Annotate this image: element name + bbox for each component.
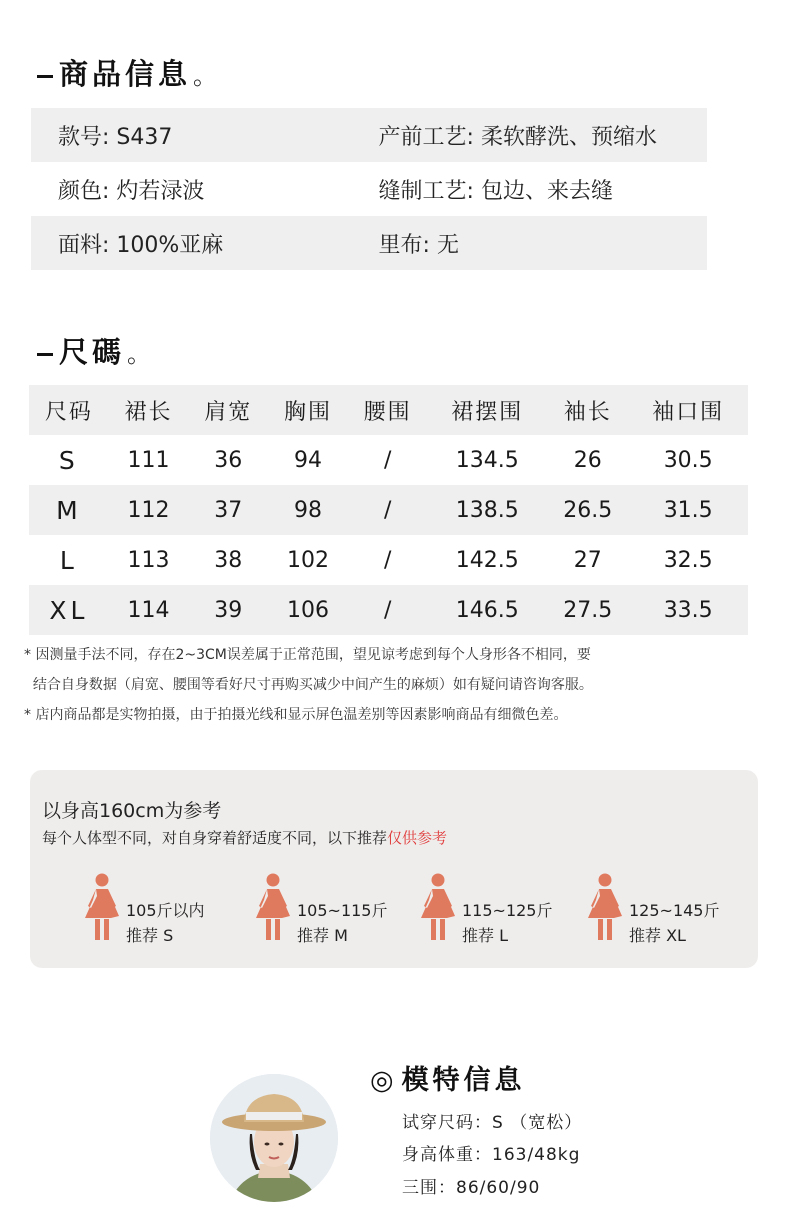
table-cell: 39 — [188, 585, 268, 635]
table-cell: 138.5 — [428, 485, 548, 535]
header-shoulder: 肩宽 — [188, 385, 268, 435]
woman-figure-icon — [253, 872, 293, 942]
table-cell: M — [29, 485, 109, 535]
header-size: 尺码 — [29, 385, 109, 435]
table-cell: 33.5 — [628, 585, 748, 635]
size-header-row — [29, 385, 748, 435]
info-color: 颜色: 灼若渌波 — [58, 178, 205, 204]
table-cell: 134.5 — [455, 447, 519, 473]
note-line: * 因测量手法不同，存在2~3CM误差属于正常范围，望见谅考虑到每个人身形各不相同，要 — [24, 647, 591, 663]
table-cell: 27 — [573, 547, 602, 573]
figure-weight: 125~145斤 — [629, 901, 720, 920]
note-line: 结合自身数据（肩宽、腰围等看好尺寸再购买减少中间产生的麻烦）如有疑问请咨询客服。 — [24, 677, 593, 693]
woman-figure-icon — [418, 872, 458, 942]
header-sleeve: 袖长 — [547, 385, 628, 435]
figure-weight: 105~115斤 — [297, 901, 388, 920]
figure-weight: 115~125斤 — [462, 901, 553, 920]
size-row-m — [29, 485, 748, 535]
table-cell: 26.5 — [547, 485, 628, 535]
reference-subheading-text: 每个人体型不同，对自身穿着舒适度不同，以下推荐 — [42, 829, 388, 847]
woman-figure-icon — [585, 872, 625, 942]
header-hem: 裙摆围 — [428, 385, 548, 435]
table-cell: 26 — [573, 447, 602, 473]
table-cell: 94 — [293, 447, 322, 473]
model-avatar — [210, 1074, 338, 1202]
size-row-xl — [29, 585, 748, 635]
title-dot: 。 — [127, 340, 156, 368]
figure-weight: 105斤以内 — [126, 901, 205, 920]
size-chart-title — [37, 330, 155, 371]
header-cuff: 袖口围 — [628, 385, 748, 435]
figure-recommend: 推荐 L — [462, 926, 509, 945]
product-info-title — [37, 52, 221, 93]
table-cell: 30.5 — [663, 447, 713, 473]
figure-recommend: 推荐 M — [297, 926, 348, 945]
header-bust: 胸围 — [268, 385, 348, 435]
info-fabric: 面料: 100%亚麻 — [58, 232, 224, 258]
size-figure-s — [82, 872, 252, 944]
table-cell: 111 — [127, 447, 170, 473]
table-cell: L — [59, 545, 78, 575]
header-length: 裙长 — [109, 385, 189, 435]
reference-subheading — [42, 827, 447, 848]
figure-recommend: 推荐 S — [126, 926, 174, 945]
info-pre-process: 产前工艺: 柔软酵洗、预缩水 — [378, 124, 657, 150]
size-figure-l — [418, 872, 588, 944]
size-chart-title-text: 尺碼 — [59, 335, 126, 369]
table-cell: 36 — [214, 447, 243, 473]
figure-recommend: 推荐 XL — [629, 926, 686, 945]
table-cell: 142.5 — [455, 547, 519, 573]
size-figure-xl — [585, 872, 755, 944]
note-line: * 店内商品都是实物拍摄，由于拍摄光线和显示屏色温差别等因素影响商品有细微色差。 — [24, 707, 568, 723]
info-sewing: 缝制工艺: 包边、来去缝 — [378, 178, 613, 204]
table-cell: 32.5 — [663, 547, 713, 573]
table-cell: 31.5 — [628, 485, 748, 535]
model-measurements: 三围：86/60/90 — [402, 1178, 541, 1198]
reference-heading: 以身高160cm为参考 — [42, 800, 222, 822]
table-cell: 102 — [286, 547, 329, 573]
table-cell: / — [348, 585, 428, 635]
title-dash — [37, 353, 53, 356]
table-cell: 146.5 — [428, 585, 548, 635]
info-style-number: 款号: S437 — [58, 124, 173, 150]
table-cell: / — [383, 547, 392, 573]
model-try-size: 试穿尺码：S （宽松） — [402, 1113, 583, 1133]
model-height-weight: 身高体重：163/48kg — [402, 1145, 581, 1165]
product-info-title-text: 商品信息 — [59, 57, 192, 91]
measurement-notes — [24, 640, 593, 730]
model-photo — [210, 1074, 338, 1202]
table-cell: 38 — [214, 547, 243, 573]
product-info-table — [31, 108, 707, 270]
size-row-s — [29, 435, 748, 485]
table-cell: / — [383, 447, 392, 473]
title-dot: 。 — [193, 62, 222, 90]
title-dash — [37, 75, 53, 78]
table-cell: 114 — [109, 585, 189, 635]
table-cell: / — [348, 485, 428, 535]
header-waist: 腰围 — [348, 385, 428, 435]
table-cell: 106 — [268, 585, 348, 635]
info-row — [31, 216, 707, 270]
table-cell: 113 — [127, 547, 170, 573]
table-cell: 37 — [188, 485, 268, 535]
table-cell: 98 — [268, 485, 348, 535]
height-reference-box — [30, 770, 758, 968]
info-row — [31, 162, 707, 216]
table-cell: XL — [29, 585, 109, 635]
info-lining: 里布: 无 — [378, 232, 459, 258]
table-cell: 112 — [109, 485, 189, 535]
double-circle-icon: ◎ — [370, 1065, 398, 1096]
info-row — [31, 108, 707, 162]
table-cell: S — [58, 445, 79, 475]
reference-highlight: 仅供参考 — [387, 829, 448, 847]
model-info-title-text: 模特信息 — [401, 1065, 526, 1096]
size-table — [29, 385, 748, 635]
table-cell: 27.5 — [547, 585, 628, 635]
model-info-title — [370, 1058, 526, 1097]
size-figure-m — [253, 872, 423, 944]
size-row-l — [29, 535, 748, 585]
woman-figure-icon — [82, 872, 122, 942]
